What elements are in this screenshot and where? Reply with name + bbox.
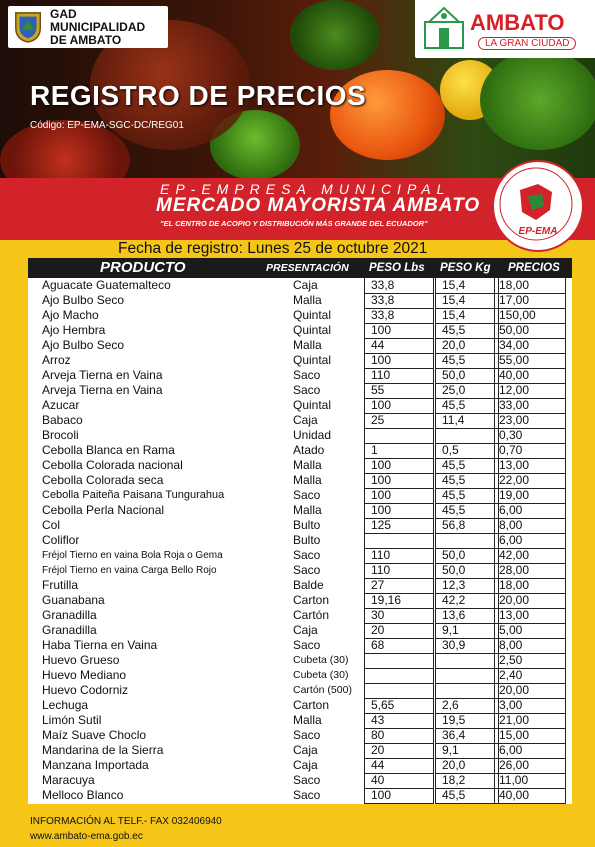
cell-box [364,668,434,684]
cell-product: Cebolla Colorada seca [42,473,164,487]
price-table [28,258,572,804]
cell-weight-lbs: 110 [371,548,391,562]
cell-weight-lbs: 100 [371,458,392,472]
cell-weight-lbs: 100 [371,353,392,367]
table-row [28,593,572,608]
cell-price: 40,00 [499,788,530,802]
cell-product: Huevo Codorniz [42,683,129,697]
table-row [28,488,572,503]
cell-weight-kg: 18,2 [442,773,466,787]
cell-weight-lbs: 100 [371,788,392,802]
cell-weight-kg: 25,0 [442,383,466,397]
cell-product: Fréjol Tierno en vaina Bola Roja o Gema [42,550,223,561]
municipality-name-line2: DE AMBATO [50,32,122,47]
contact-info: INFORMACIÓN AL TELF.- FAX 032406940 [30,816,222,827]
col-header-weight-lbs: PESO Lbs [369,262,425,274]
cell-product: Maracuya [42,773,95,787]
cell-box [364,653,434,669]
cell-weight-lbs: 44 [371,338,385,352]
table-header [28,258,572,278]
cell-weight-kg: 45,5 [442,503,466,517]
table-row [28,668,572,683]
table-row [28,458,572,473]
cell-presentation: Unidad [293,428,332,442]
table-row [28,443,572,458]
cell-price: 34,00 [499,338,530,352]
cell-weight-kg: 12,3 [442,578,466,592]
cell-product: Frutilla [42,578,79,592]
vegetable-shape [290,0,380,70]
cell-presentation: Caja [293,743,318,757]
cell-weight-kg: 45,5 [442,458,466,472]
cell-box [435,683,499,699]
cell-presentation: Saco [293,788,321,802]
ambato-slogan: LA GRAN CIUDAD [478,37,576,50]
cell-weight-kg: 45,5 [442,353,466,367]
cell-product: Ajo Macho [42,308,99,322]
cell-presentation: Balde [293,578,324,592]
col-header-weight-kg: PESO Kg [440,262,491,274]
cell-price: 3,00 [499,698,523,712]
table-row [28,713,572,728]
cell-product: Haba Tierna en Vaina [42,638,158,652]
table-row [28,788,572,803]
cell-price: 20,00 [499,683,530,697]
cell-weight-lbs: 100 [371,473,392,487]
cell-product: Azucar [42,398,80,412]
table-row [28,503,572,518]
cell-price: 2,40 [499,668,523,682]
cell-weight-lbs: 40 [371,773,385,787]
table-row [28,428,572,443]
cell-weight-lbs: 100 [371,488,392,502]
cell-product: Cebolla Blanca en Rama [42,443,175,457]
cell-presentation: Caja [293,758,318,772]
table-row [28,413,572,428]
table-row [28,758,572,773]
cell-price: 6,00 [499,503,523,517]
page-title: REGISTRO DE PRECIOS [30,80,367,111]
cell-weight-lbs: 68 [371,638,385,652]
cell-weight-kg: 45,5 [442,788,466,802]
cell-presentation: Malla [293,338,322,352]
col-header-presentation: PRESENTACIÓN [266,262,349,274]
cell-box [364,683,434,699]
cell-presentation: Malla [293,503,322,517]
cell-price: 22,00 [499,473,530,487]
cell-weight-kg: 50,0 [442,563,466,577]
cell-product: Huevo Grueso [42,653,120,667]
table-row [28,683,572,698]
cell-product: Babaco [42,413,83,427]
cell-price: 0,70 [499,443,523,457]
cell-weight-lbs: 1 [371,443,378,457]
cell-weight-kg: 13,6 [442,608,466,622]
cell-presentation: Cartón (500) [293,684,352,696]
cell-product: Arveja Tierna en Vaina [42,383,163,397]
municipality-name-line1: GAD MUNICIPALIDAD [50,6,146,34]
cell-product: Limón Sutil [42,713,102,727]
cell-weight-kg: 9,1 [442,743,459,757]
cell-product: Huevo Mediano [42,668,127,682]
table-row [28,278,572,293]
cell-box [435,668,499,684]
cell-price: 23,00 [499,413,530,427]
cell-weight-kg: 36,4 [442,728,466,742]
cell-product: Granadilla [42,623,97,637]
cell-price: 19,00 [499,488,530,502]
coat-of-arms-icon [12,10,44,44]
table-row [28,368,572,383]
cell-price: 18,00 [499,578,530,592]
cell-price: 8,00 [499,518,523,532]
cell-weight-lbs: 33,8 [371,308,395,322]
cell-weight-kg: 15,4 [442,278,466,292]
cell-price: 17,00 [499,293,530,307]
cell-price: 11,00 [499,773,529,787]
table-row [28,518,572,533]
cell-product: Ajo Hembra [42,323,106,337]
cell-presentation: Saco [293,368,321,382]
cell-box [364,533,434,549]
cell-presentation: Carton [293,593,330,607]
cell-weight-lbs: 5,65 [371,698,395,712]
cell-presentation: Quintal [293,398,332,412]
cell-weight-lbs: 19,16 [371,593,402,607]
cell-price: 0,30 [499,428,523,442]
cell-weight-lbs: 100 [371,323,392,337]
cell-weight-kg: 11,4 [442,413,465,427]
ep-ema-seal [492,160,584,252]
cell-product: Ajo Bulbo Seco [42,338,125,352]
cell-weight-lbs: 33,8 [371,293,395,307]
cell-presentation: Saco [293,563,321,577]
cell-product: Ajo Bulbo Seco [42,293,125,307]
cell-price: 5,00 [499,623,523,637]
cell-weight-lbs: 100 [371,398,392,412]
cell-price: 8,00 [499,638,523,652]
cell-weight-lbs: 33,8 [371,278,395,292]
table-row [28,308,572,323]
cell-presentation: Cartón [293,608,330,622]
cell-weight-lbs: 25 [371,413,385,427]
cell-box [435,428,499,444]
col-header-price: PRECIOS [508,262,560,274]
cell-weight-kg: 56,8 [442,518,466,532]
cell-weight-lbs: 80 [371,728,385,742]
cell-presentation: Saco [293,488,321,502]
cell-presentation: Saco [293,638,321,652]
table-row [28,323,572,338]
ambato-logo[interactable] [415,0,595,58]
table-row [28,353,572,368]
banner-slogan: "EL CENTRO DE ACOPIO Y DISTRIBUCIÓN MÁS GRANDE DEL ECUADOR" [160,219,428,228]
cell-presentation: Quintal [293,308,332,322]
cell-weight-lbs: 20 [371,743,385,757]
cell-weight-kg: 15,4 [442,293,466,307]
col-header-product: PRODUCTO [100,259,186,276]
table-row [28,338,572,353]
cell-product: Fréjol Tierno en vaina Carga Bello Rojo [42,565,217,576]
cell-presentation: Malla [293,458,322,472]
seal-label: EP-EMA [518,226,558,237]
municipality-name [50,8,168,47]
city-emblem-icon [421,4,467,54]
cell-box [364,428,434,444]
cell-weight-lbs: 110 [371,563,391,577]
cell-weight-kg: 42,2 [442,593,466,607]
cell-presentation: Carton [293,698,330,712]
cell-product: Manzana Importada [42,758,149,772]
cell-presentation: Quintal [293,353,332,367]
cell-price: 20,00 [499,593,530,607]
cell-price: 55,00 [499,353,530,367]
cell-presentation: Cubeta (30) [293,654,349,666]
table-row [28,533,572,548]
cell-presentation: Saco [293,773,321,787]
cell-price: 18,00 [499,278,530,292]
cell-box [435,653,499,669]
cell-presentation: Bulto [293,533,321,547]
cell-product: Lechuga [42,698,89,712]
municipality-logo[interactable] [8,6,168,48]
banner-line2: MERCADO MAYORISTA AMBATO [156,195,481,216]
cell-weight-kg: 2,6 [442,698,459,712]
cell-weight-kg: 19,5 [442,713,466,727]
cell-price: 28,00 [499,563,530,577]
cell-price: 13,00 [499,608,530,622]
date-prefix: Fecha de registro: [118,240,248,257]
cell-presentation: Cubeta (30) [293,669,349,681]
cell-box [435,533,499,549]
table-row [28,653,572,668]
date-value: Lunes 25 de octubre 2021 [247,240,428,257]
cell-product: Guanabana [42,593,105,607]
cell-price: 33,00 [499,398,530,412]
table-row [28,608,572,623]
table-row [28,383,572,398]
cell-weight-kg: 0,5 [442,443,459,457]
cell-price: 42,00 [499,548,530,562]
cell-weight-lbs: 110 [371,368,391,382]
cell-product: Brocoli [42,428,79,442]
cell-product: Col [42,518,61,532]
cell-weight-lbs: 125 [371,518,392,532]
cell-weight-kg: 20,0 [442,338,466,352]
table-row [28,473,572,488]
cell-presentation: Saco [293,728,321,742]
cell-product: Granadilla [42,608,97,622]
cell-price: 50,00 [499,323,530,337]
cell-weight-kg: 20,0 [442,758,466,772]
cell-price: 6,00 [499,533,523,547]
cell-price: 15,00 [499,728,530,742]
cell-presentation: Saco [293,383,321,397]
cell-weight-lbs: 27 [371,578,385,592]
cell-product: Coliflor [42,533,80,547]
cell-price: 150,00 [499,308,536,322]
cell-weight-lbs: 100 [371,503,392,517]
cell-price: 12,00 [499,383,530,397]
cell-product: Cebolla Perla Nacional [42,503,165,517]
cell-weight-kg: 45,5 [442,323,466,337]
cell-product: Cebolla Paiteña Paisana Tungurahua [42,489,225,501]
cell-presentation: Malla [293,473,322,487]
cell-product: Maíz Suave Choclo [42,728,147,742]
table-row [28,548,572,563]
cell-product: Mandarina de la Sierra [42,743,164,757]
table-row [28,623,572,638]
cell-weight-lbs: 43 [371,713,385,727]
cell-weight-kg: 50,0 [442,368,466,382]
document-code: Código: EP-EMA-SGC-DC/REG01 [30,120,184,131]
cell-presentation: Caja [293,413,318,427]
cell-product: Aguacate Guatemalteco [42,278,171,292]
cell-weight-kg: 45,5 [442,398,466,412]
cell-weight-kg: 50,0 [442,548,466,562]
cell-product: Arveja Tierna en Vaina [42,368,163,382]
cell-weight-kg: 45,5 [442,473,466,487]
cell-price: 26,00 [499,758,530,772]
cell-price: 2,50 [499,653,523,667]
vegetable-shape [480,50,595,150]
table-row [28,638,572,653]
cell-weight-kg: 9,1 [442,623,459,637]
cell-presentation: Saco [293,548,321,562]
cell-presentation: Caja [293,278,318,292]
table-row [28,743,572,758]
table-row [28,398,572,413]
cell-weight-kg: 30,9 [442,638,466,652]
cell-weight-lbs: 30 [371,608,385,622]
cell-price: 13,00 [499,458,530,472]
cell-presentation: Bulto [293,518,321,532]
table-row [28,563,572,578]
ambato-wordmark: AMBATO [470,10,565,35]
cell-product: Arroz [42,353,71,367]
cell-weight-lbs: 44 [371,758,385,772]
registration-date [118,240,427,258]
table-row [28,773,572,788]
table-row [28,698,572,713]
cell-product: Melloco Blanco [42,788,124,802]
cell-weight-kg: 15,4 [442,308,466,322]
cell-presentation: Atado [293,443,325,457]
table-row [28,728,572,743]
cell-product: Cebolla Colorada nacional [42,458,183,472]
table-row [28,293,572,308]
website-link[interactable]: www.ambato-ema.gob.ec [30,831,143,842]
cell-price: 6,00 [499,743,523,757]
cell-presentation: Malla [293,713,322,727]
banner-line1: EP-EMPRESA MUNICIPAL [160,181,451,197]
cell-presentation: Malla [293,293,322,307]
cell-presentation: Caja [293,623,318,637]
cell-price: 40,00 [499,368,530,382]
cell-weight-kg: 45,5 [442,488,466,502]
cell-price: 21,00 [499,713,530,727]
cell-weight-lbs: 20 [371,623,385,637]
cell-presentation: Quintal [293,323,332,337]
cell-weight-lbs: 55 [371,383,385,397]
table-row [28,578,572,593]
